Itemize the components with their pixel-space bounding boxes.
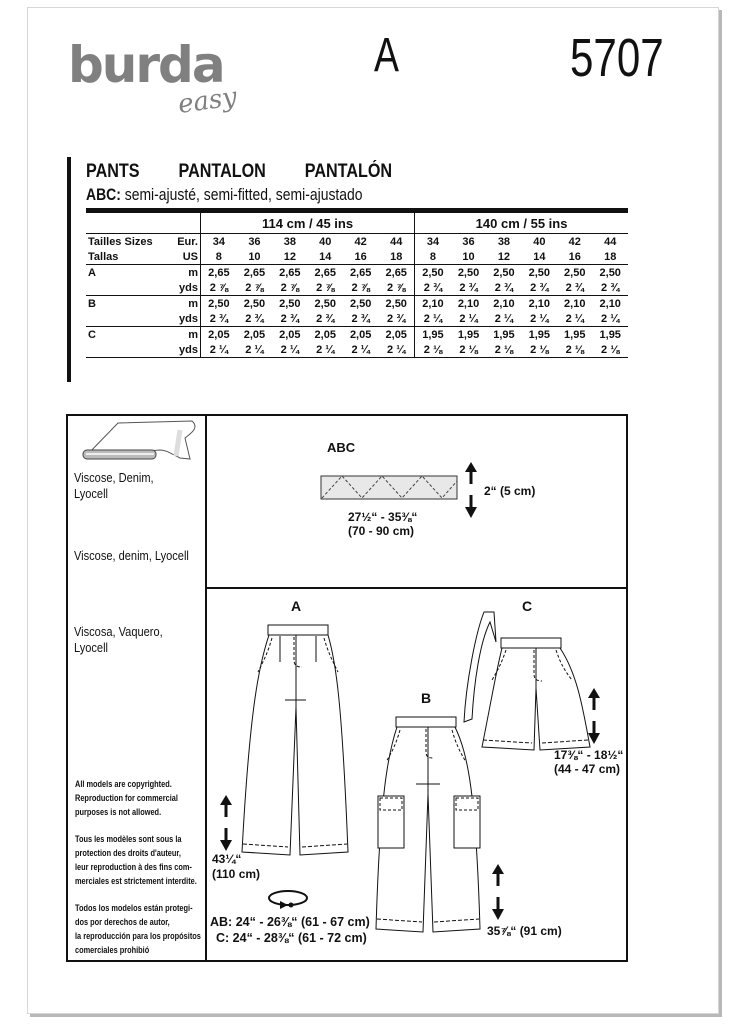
- meters-114: 2,05: [343, 327, 378, 343]
- eur-label: Eur.: [166, 234, 201, 250]
- us-label: US: [166, 249, 201, 265]
- sizes-label: Tailles Sizes: [86, 234, 166, 250]
- yards-114: 2 ¾: [245, 312, 264, 325]
- yards-unit: yds: [166, 280, 201, 296]
- meters-114: 2,50: [237, 296, 272, 312]
- belt-views-label: ABC: [327, 440, 356, 455]
- garment-title: PANTS PANTALON PANTALÓN: [86, 161, 393, 182]
- eur-size: 44: [592, 234, 628, 250]
- blank-cell: [86, 280, 166, 296]
- length-b-arrow-icon: [491, 864, 505, 920]
- yards-114: 2 ⅞: [209, 281, 229, 294]
- size-eur-row: [86, 234, 628, 250]
- meters-140: 2,50: [557, 265, 592, 281]
- copyright-line: Reproduction for commercial: [75, 793, 178, 803]
- meters-114: 2,65: [272, 265, 307, 281]
- length-a-cm: (110 cm): [212, 867, 261, 881]
- meters-114: 2,05: [237, 327, 272, 343]
- shorts-c-drawing: [456, 602, 596, 752]
- fabric-en-line2: Lyocell: [74, 486, 108, 501]
- us-size: 10: [248, 250, 261, 263]
- panel-divider-vertical: [205, 414, 207, 962]
- belt-height-arrow-icon: [464, 462, 478, 518]
- fabric-es-line1: Viscosa, Vaquero,: [74, 624, 163, 639]
- meters-114: 2,50: [201, 296, 237, 312]
- yards-140: 2 ¼: [459, 312, 478, 325]
- us-size: 8: [429, 250, 437, 263]
- yardage-row-yds: [86, 342, 628, 358]
- meters-140: 1,95: [522, 327, 557, 343]
- fabric-list-es: [74, 624, 163, 656]
- yards-140: 2 ¾: [423, 281, 443, 294]
- meters-140: 1,95: [451, 327, 486, 343]
- tallas-label: Tallas: [88, 250, 119, 263]
- meters-114: 2,50: [308, 296, 343, 312]
- eur-size: 36: [451, 234, 486, 250]
- yards-114: 2 ¼: [308, 342, 343, 358]
- copyright-line: la reproducción para los propósitos: [75, 931, 201, 941]
- yards-114: 2 ⅞: [280, 281, 300, 294]
- eur-size: 40: [308, 234, 343, 250]
- meters-140: 2,50: [522, 265, 557, 281]
- view-c-label: C: [522, 598, 533, 614]
- us-size: 12: [497, 250, 511, 263]
- yards-140: 2 ⅛: [557, 342, 592, 358]
- length-b: 35⅞“ (91 cm): [487, 924, 562, 938]
- meters-114: 2,05: [378, 327, 414, 343]
- yards-140: 2 ¾: [565, 281, 584, 294]
- copyright-line: All models are copyrighted.: [75, 779, 172, 789]
- meters-140: 2,50: [451, 265, 486, 281]
- yards-114: 2 ¼: [272, 342, 307, 358]
- eur-size: 40: [522, 234, 557, 250]
- meters-140: 2,10: [522, 296, 557, 312]
- yards-140: 2 ¼: [494, 312, 514, 325]
- burda-easy-logo: [68, 36, 248, 120]
- yards-140: 2 ¼: [423, 312, 443, 325]
- yards-114: 2 ¼: [343, 342, 378, 358]
- meters-140: 2,10: [592, 296, 628, 312]
- meters-140: 2,50: [592, 265, 628, 281]
- fit-description: [86, 185, 363, 205]
- fabric-list-en: [74, 470, 154, 502]
- fabric-bolt-icon: [80, 418, 190, 458]
- eur-size: 36: [237, 234, 272, 250]
- yards-140: 2 ⅛: [592, 342, 628, 358]
- meters-114: 2,05: [308, 327, 343, 343]
- yards-114: 2 ⅞: [245, 281, 264, 294]
- title-accent-bar: [67, 157, 71, 382]
- view-b-label: B: [421, 690, 432, 706]
- us-size: 10: [462, 250, 475, 263]
- header-blank: [86, 211, 201, 234]
- meters-114: 2,05: [201, 327, 237, 343]
- meters-140: 1,95: [486, 327, 521, 343]
- us-size: 14: [533, 250, 546, 263]
- fit-label: ABC:: [86, 185, 121, 204]
- yardage-row-m: [86, 265, 628, 281]
- yards-114: 2 ⅞: [351, 281, 370, 294]
- pattern-number: 5707: [570, 28, 664, 88]
- panel-divider-horizontal: [205, 587, 628, 589]
- yards-140: 2 ¾: [494, 281, 514, 294]
- length-c-in: 17⅜“ - 18½“: [554, 748, 624, 762]
- yards-140: 2 ¼: [530, 312, 549, 325]
- yards-114: 2 ¾: [378, 311, 414, 327]
- yardage-row-yds: [86, 280, 628, 296]
- meters-114: 2,50: [272, 296, 307, 312]
- copyright-line: dos por derechos de autor,: [75, 917, 170, 927]
- view-row-label: A: [86, 265, 166, 281]
- meters-114: 2,65: [378, 265, 414, 281]
- eur-size: 34: [201, 234, 237, 250]
- copyright-line: Todos los modelos están protegi-: [75, 903, 193, 913]
- yards-140: 2 ¾: [601, 281, 620, 294]
- brand-name: burda: [68, 36, 224, 94]
- eur-size: 42: [343, 234, 378, 250]
- yards-114: 2 ¼: [237, 342, 272, 358]
- yards-unit: yds: [166, 311, 201, 327]
- meters-140: 2,10: [451, 296, 486, 312]
- fabric-en-line1: Viscose, Denim,: [74, 470, 154, 485]
- yardage-row-yds: [86, 311, 628, 327]
- length-c-arrow-icon: [587, 688, 601, 744]
- length-a-in: 43¼“: [212, 852, 242, 866]
- yards-114: 2 ¾: [280, 312, 300, 325]
- yardage-table: [86, 208, 628, 358]
- pants-a-drawing: [230, 622, 370, 862]
- waist-c: C: 24“ - 28⅜“ (61 - 72 cm): [216, 931, 367, 945]
- yards-unit: yds: [166, 342, 201, 358]
- copyright-line: protection des droits d'auteur,: [75, 848, 181, 858]
- copyright-line: Tous les modèles sont sous la: [75, 834, 182, 844]
- yards-114: 2 ¼: [201, 342, 237, 358]
- yards-140: 2 ¼: [565, 312, 584, 325]
- length-a-arrow-icon: [219, 795, 233, 851]
- meters-114: 2,65: [237, 265, 272, 281]
- us-size: 14: [319, 250, 332, 263]
- meters-114: 2,65: [343, 265, 378, 281]
- eur-size: 44: [378, 234, 414, 250]
- meters-140: 1,95: [592, 327, 628, 343]
- meters-114: 2,05: [272, 327, 307, 343]
- yards-140: 2 ¾: [530, 281, 549, 294]
- meters-unit: m: [166, 265, 201, 281]
- belt-length-cm: (70 - 90 cm): [348, 524, 415, 538]
- yards-140: 2 ⅛: [522, 342, 557, 358]
- envelope-view-letter: A: [374, 29, 399, 82]
- copyright-en: [75, 777, 178, 819]
- belt-drawing: [320, 475, 460, 501]
- copyright-line: purposes is not allowed.: [75, 807, 162, 817]
- yards-114: 2 ⅞: [316, 281, 335, 294]
- yards-114: 2 ¾: [351, 312, 370, 325]
- yards-140: 2 ⅛: [486, 342, 521, 358]
- meters-114: 2,65: [308, 265, 343, 281]
- meters-114: 2,50: [378, 296, 414, 312]
- copyright-line: merciales est strictement interdite.: [75, 876, 197, 886]
- length-c-cm: (44 - 47 cm): [554, 762, 621, 776]
- yards-114: 2 ¾: [316, 312, 335, 325]
- us-size: 12: [283, 250, 296, 263]
- copyright-es: [75, 901, 201, 957]
- waist-ab: AB: 24“ - 26⅜“ (61 - 67 cm): [210, 915, 370, 929]
- copyright-line: leur reproduction à des fins com-: [75, 862, 192, 872]
- fit-text: semi-ajusté, semi-fitted, semi-ajustado: [120, 185, 363, 204]
- yards-140: 2 ¼: [601, 312, 620, 325]
- eur-size: 38: [486, 234, 521, 250]
- yards-114: 2 ¾: [209, 312, 229, 325]
- meters-140: 2,50: [415, 265, 451, 281]
- yards-140: 2 ⅛: [451, 342, 486, 358]
- blank-cell: [86, 342, 166, 358]
- meters-114: 2,50: [343, 296, 378, 312]
- size-us-row: [86, 249, 628, 265]
- meters-unit: m: [166, 296, 201, 312]
- view-row-label: B: [86, 296, 166, 312]
- waist-measure-icon: [266, 890, 310, 910]
- blank-cell: [86, 311, 166, 327]
- belt-length-in: 27½“ - 35⅜“: [348, 510, 418, 524]
- yardage-row-m: [86, 327, 628, 343]
- us-size: 8: [215, 250, 222, 263]
- meters-114: 2,65: [201, 265, 237, 281]
- meters-140: 2,10: [557, 296, 592, 312]
- yards-140: 2 ⅛: [415, 342, 451, 358]
- meters-140: 2,10: [415, 296, 451, 312]
- width-header-row: [86, 211, 628, 234]
- yardage-row-m: [86, 296, 628, 312]
- view-a-label: A: [291, 598, 302, 614]
- meters-140: 1,95: [415, 327, 451, 343]
- meters-140: 1,95: [557, 327, 592, 343]
- fabric-es-line2: Lyocell: [74, 640, 108, 655]
- copyright-line: comerciales prohibió: [75, 945, 150, 955]
- yards-140: 2 ¾: [459, 281, 478, 294]
- brand-subname: easy: [176, 82, 239, 120]
- eur-size: 38: [272, 234, 307, 250]
- eur-size: 34: [415, 234, 451, 250]
- eur-size: 42: [557, 234, 592, 250]
- yards-114: 2 ⅞: [378, 280, 414, 296]
- fabric-list-fr: Viscose, denim, Lyocell: [74, 548, 189, 563]
- meters-140: 2,50: [486, 265, 521, 281]
- us-size: 18: [378, 249, 414, 265]
- us-size: 16: [354, 250, 367, 263]
- yards-114: 2 ¼: [378, 342, 414, 358]
- us-size: 16: [568, 250, 581, 263]
- view-row-label: C: [86, 327, 166, 343]
- fabric-width-114: 114 cm / 45 ins: [201, 211, 415, 234]
- belt-height: 2“ (5 cm): [484, 484, 536, 498]
- copyright-fr: [75, 832, 197, 888]
- meters-unit: m: [166, 327, 201, 343]
- meters-140: 2,10: [486, 296, 521, 312]
- us-size: 18: [604, 250, 617, 263]
- fabric-width-140: 140 cm / 55 ins: [415, 211, 628, 234]
